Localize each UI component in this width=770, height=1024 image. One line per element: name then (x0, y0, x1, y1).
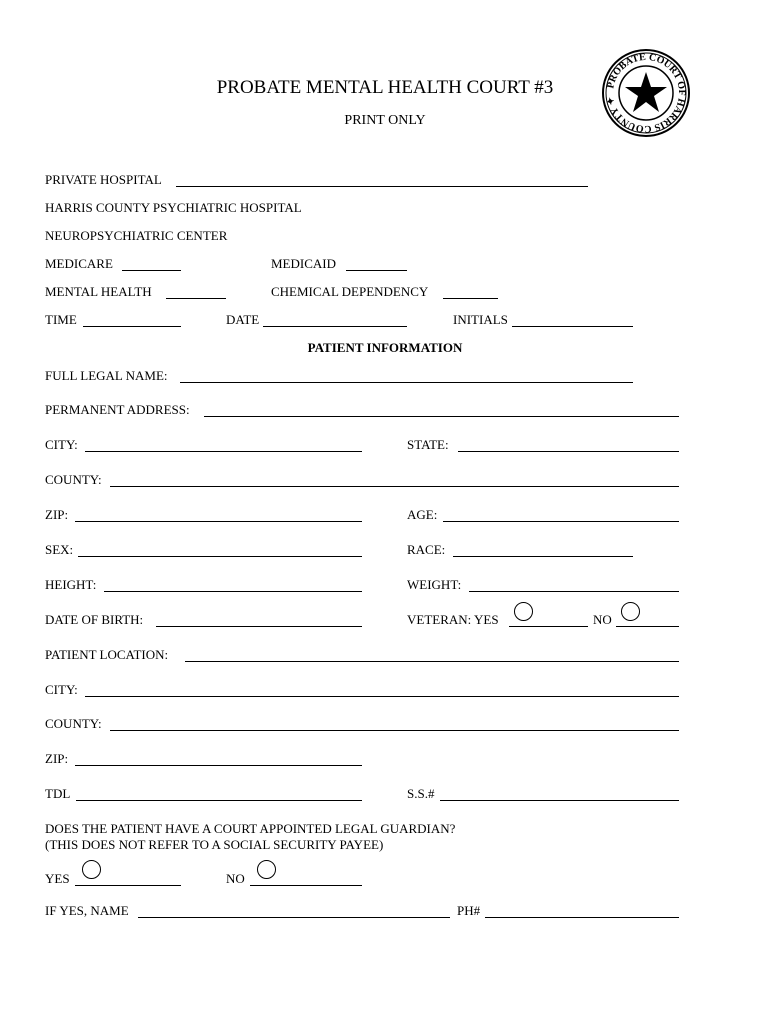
city-field[interactable] (85, 451, 362, 452)
medicare-label: MEDICARE (45, 256, 113, 271)
dob-field[interactable] (156, 626, 362, 627)
initials-field[interactable] (512, 326, 633, 327)
city-label: CITY: (45, 437, 78, 452)
mental-health-label: MENTAL HEALTH (45, 284, 152, 299)
tdl-field[interactable] (76, 800, 362, 801)
ssn-field[interactable] (440, 800, 679, 801)
neuro-center-label: NEUROPSYCHIATRIC CENTER (45, 228, 228, 243)
location-zip-label: ZIP: (45, 751, 69, 766)
patient-information-heading: PATIENT INFORMATION (307, 340, 463, 355)
guardian-phone-field[interactable] (485, 917, 679, 918)
dob-label: DATE OF BIRTH: (45, 612, 144, 627)
age-label: AGE: (407, 507, 438, 522)
race-field[interactable] (453, 556, 633, 557)
state-label: STATE: (407, 437, 449, 452)
guardian-no-circle[interactable] (257, 860, 276, 879)
sex-field[interactable] (78, 556, 362, 557)
guardian-yes-label: YES (45, 871, 70, 886)
chemical-dependency-field[interactable] (443, 298, 498, 299)
location-county-field[interactable] (110, 730, 679, 731)
weight-field[interactable] (469, 591, 679, 592)
guardian-question: DOES THE PATIENT HAVE A COURT APPOINTED LEGAL GUARDIAN? (45, 821, 456, 836)
race-label: RACE: (407, 542, 446, 557)
date-label: DATE (226, 312, 260, 327)
permanent-address-field[interactable] (204, 416, 679, 417)
tdl-label: TDL (45, 786, 71, 801)
private-hospital-field[interactable] (176, 186, 588, 187)
date-field[interactable] (263, 326, 407, 327)
county-label: COUNTY: (45, 472, 102, 487)
time-label: TIME (45, 312, 77, 327)
time-field[interactable] (83, 326, 181, 327)
harris-county-label: HARRIS COUNTY PSYCHIATRIC HOSPITAL (45, 200, 302, 215)
zip-field[interactable] (75, 521, 362, 522)
age-field[interactable] (443, 521, 679, 522)
patient-location-field[interactable] (185, 661, 679, 662)
patient-location-label: PATIENT LOCATION: (45, 647, 169, 662)
permanent-address-label: PERMANENT ADDRESS: (45, 402, 190, 417)
guardian-yes-circle[interactable] (82, 860, 101, 879)
private-hospital-label: PRIVATE HOSPITAL (45, 172, 162, 187)
guardian-no-label: NO (226, 871, 245, 886)
page-title: PROBATE MENTAL HEALTH COURT #3 (216, 77, 554, 98)
guardian-phone-label: PH# (457, 903, 481, 918)
guardian-note: (THIS DOES NOT REFER TO A SOCIAL SECURITY PAYEE) (45, 837, 384, 852)
weight-label: WEIGHT: (407, 577, 462, 592)
page-subtitle: PRINT ONLY (344, 113, 426, 128)
sex-label: SEX: (45, 542, 74, 557)
state-field[interactable] (458, 451, 679, 452)
height-label: HEIGHT: (45, 577, 97, 592)
guardian-yes-field[interactable] (75, 885, 181, 886)
guardian-no-field[interactable] (250, 885, 362, 886)
medicare-field[interactable] (122, 270, 181, 271)
veteran-no-label: NO (593, 612, 612, 627)
svg-text:PROBATE COURT OF HARRIS COUNTY: PROBATE COURT OF HARRIS COUNTY ✦ (605, 51, 688, 135)
veteran-yes-label: VETERAN: YES (407, 612, 499, 627)
medicaid-field[interactable] (346, 270, 407, 271)
location-zip-field[interactable] (75, 765, 362, 766)
full-name-field[interactable] (180, 382, 633, 383)
location-county-label: COUNTY: (45, 716, 102, 731)
initials-label: INITIALS (453, 312, 508, 327)
county-field[interactable] (110, 486, 679, 487)
location-city-field[interactable] (85, 696, 679, 697)
chemical-dependency-label: CHEMICAL DEPENDENCY (271, 284, 429, 299)
medicaid-label: MEDICAID (271, 256, 336, 271)
height-field[interactable] (104, 591, 362, 592)
guardian-name-label: IF YES, NAME (45, 903, 129, 918)
full-name-label: FULL LEGAL NAME: (45, 368, 168, 383)
guardian-name-field[interactable] (138, 917, 450, 918)
veteran-no-field[interactable] (616, 626, 679, 627)
zip-label: ZIP: (45, 507, 69, 522)
location-city-label: CITY: (45, 682, 78, 697)
veteran-no-circle[interactable] (621, 602, 640, 621)
ssn-label: S.S.# (407, 786, 435, 801)
mental-health-field[interactable] (166, 298, 226, 299)
veteran-yes-field[interactable] (509, 626, 588, 627)
veteran-yes-circle[interactable] (514, 602, 533, 621)
